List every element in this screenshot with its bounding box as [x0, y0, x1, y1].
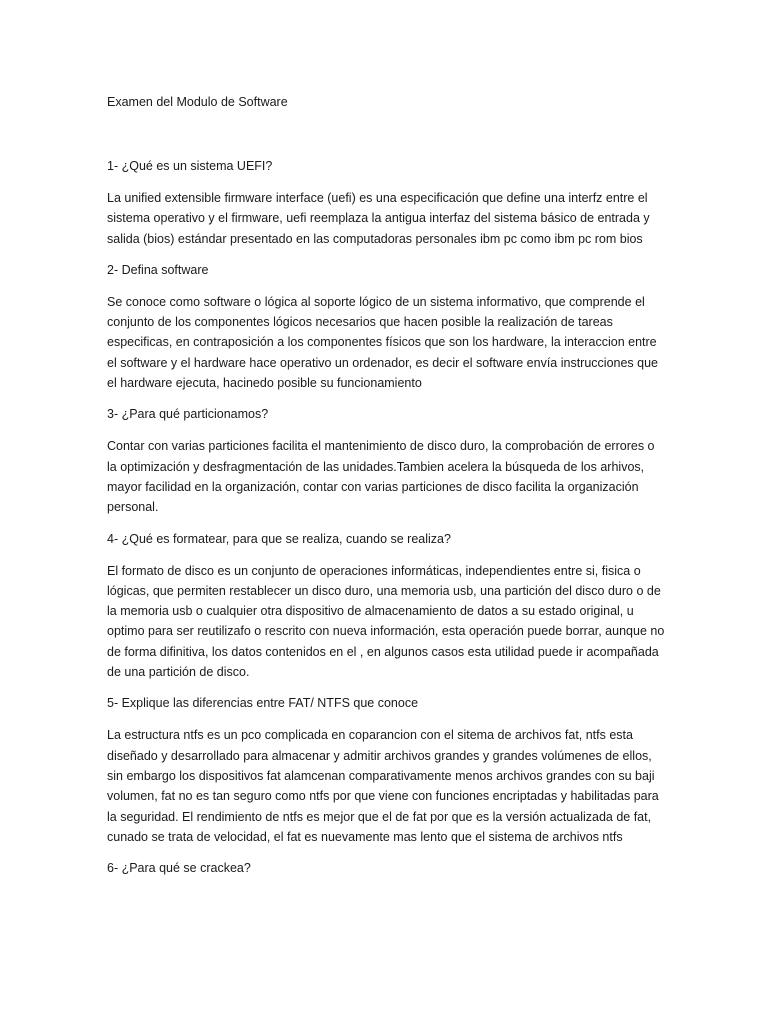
- answer-1: La unified extensible firmware interface (uefi) es una especificación que define una interfz entre el sistema operativo y el firmware, uefi reemplaza la antigua interfaz del sistema básico de entrada y salida (bios) estándar presentado en las computadoras personales ibm pc como ibm pc rom bios: [107, 191, 650, 246]
- answer-5: La estructura ntfs es un pco complicada en coparancion con el sitema de archivos fat, ntfs esta diseñado y desarrollado para almacenar y admitir archivos grandes y grandes volúmenes de ellos, sin embargo los dispositivos fat alamcenan comparativamente menos archivos grandes con su baji volumen, fat no es tan seguro como ntfs por que viene con funciones encriptadas y habilitadas para la seguridad. El rendimiento de ntfs es mejor que el de fat por que es la versión actualizada de fat, cunado se trata de velocidad, el fat es nuevamente mas lento que el sistema de archivos ntfs: [107, 728, 659, 844]
- question-2: 2- Defina software: [107, 262, 209, 277]
- qa-item-5: [107, 694, 667, 847]
- document-title: Examen del Modulo de Software: [107, 95, 288, 109]
- qa-item-1: [107, 157, 667, 249]
- qa-item-4: [107, 530, 667, 683]
- answer-3: Contar con varias particiones facilita el mantenimiento de disco duro, la comprobación de errores o la optimización y desfragmentación de las unidades.Tambien acelera la búsqueda de los arhivos, mayor facilidad en la organización, contar con varias particiones de disco facilita la organización personal.: [107, 439, 655, 515]
- qa-item-6: [107, 859, 667, 877]
- question-1: 1- ¿Qué es un sistema UEFI?: [107, 159, 273, 173]
- answer-4: El formato de disco es un conjunto de operaciones informáticas, independientes entre si, fisica o lógicas, que permiten restablecer un disco duro, una memoria usb, una partición del disco duro o de la memoria usb o cualquier otra dispositivo de almacenamiento de datos a su estado original, u optimo para ser reutilizafo o rescrito con nueva información, esta operación puede borrar, aunque no de forma difinitiva, los datos contenidos en el , en algunos casos esta utilidad puede ir acompañada de una partición de disco.: [107, 563, 665, 680]
- document-body: [107, 157, 667, 890]
- question-4: 4- ¿Qué es formatear, para que se realiza, cuando se realiza?: [107, 531, 451, 546]
- question-6: 6- ¿Para qué se crackea?: [107, 861, 251, 876]
- question-3: 3- ¿Para qué particionamos?: [107, 407, 269, 422]
- question-5: 5- Explique las diferencias entre FAT/ NTFS que conoce: [107, 696, 419, 711]
- answer-2: Se conoce como software o lógica al soporte lógico de un sistema informativo, que comprende el conjunto de los componentes lógicos necesarios que hacen posible la realización de tareas especificas, en contraposición a los componentes físicos que son los hardware, la interaccion entre el software y el hardware hace operativo un ordenador, es decir el software envía instrucciones que el hardware ejecuta, hacinedo posible su funcionamiento: [107, 294, 659, 391]
- qa-item-2: [107, 261, 667, 393]
- qa-item-3: [107, 405, 667, 517]
